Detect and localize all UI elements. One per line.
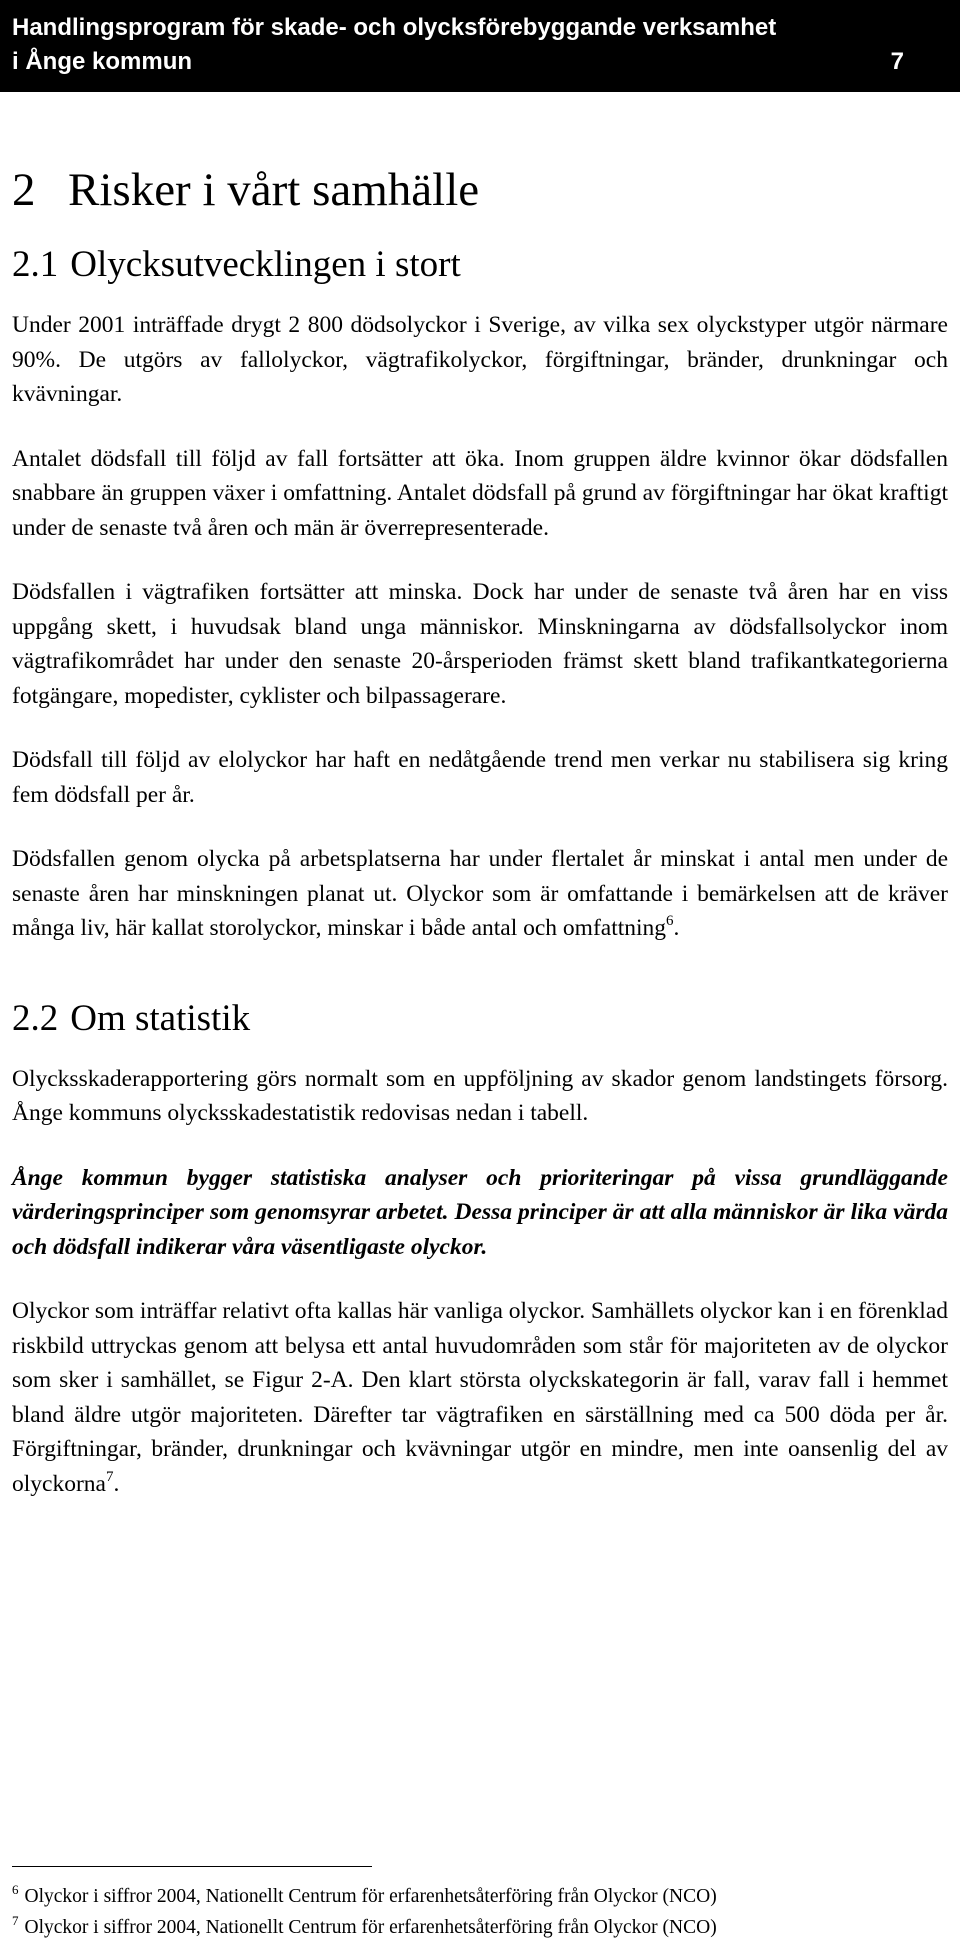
paragraph: Dödsfallen i vägtrafiken fortsätter att minska. Dock har under de senaste två åren har en viss uppgång skett, i huvudsak bland unga människor. Minskningarna av dödsfallsolyckor inom vägtrafikområdet har under den senaste 20-årsperioden främst skett bland trafikantkategorierna fotgängare, mopedister, cyklister och bilpassagerare. — [12, 579, 948, 709]
emphasis-paragraph: Ånge kommun bygger statistiska analyser och prioriteringar på vissa grundläggande värderingsprinciper som genomsyrar arbetet. Dessa principer är att alla människor är lika värda och dödsfall indikerar våra väsentligaste olyckor. — [12, 1164, 948, 1260]
paragraph — [12, 1294, 948, 1501]
paragraph-end: . — [113, 1470, 120, 1497]
page-body — [12, 150, 948, 1531]
section-number: 2.2 — [12, 997, 59, 1039]
paragraph: Olycksskaderapportering görs normalt som en uppföljning av skador genom landstingets försorg. Ånge kommuns olycksskadestatistik redovisas nedan i tabell. — [12, 1065, 948, 1126]
section-title: Olycksutvecklingen i stort — [70, 244, 461, 285]
header-municipality: i Ånge kommun — [12, 48, 193, 75]
paragraph — [12, 842, 948, 946]
footnote-text: Olyckor i siffror 2004, Nationellt Centrum för erfarenhetsåterföring från Olyckor (NCO) — [24, 1886, 717, 1907]
paragraph-text: Dödsfallen genom olycka på arbetsplatserna har under flertalet år minskat i antal men under de senaste åren har minskningen planat ut. Olyckor som är omfattande i bemärkelsen att de kräver många liv, här kallat storolyckor, minskar i både antal och omfattning — [12, 846, 948, 941]
section-title: Om statistik — [70, 997, 251, 1039]
chapter-number: 2 — [12, 164, 36, 216]
header-title-line2 — [12, 45, 948, 79]
section-number: 2.1 — [12, 244, 59, 285]
paragraph: Antalet dödsfall till följd av fall fortsätter att öka. Inom gruppen äldre kvinnor ökar dödsfallen snabbare än gruppen växer i omfattning. Antalet dödsfall på grund av förgiftningar har ökat kraftigt under de senaste två åren och män är överrepresenterade. — [12, 445, 948, 541]
section-heading-2-1 — [12, 240, 948, 290]
footnote-number: 6 — [12, 1882, 19, 1897]
footnote-ref: 6 — [666, 913, 674, 929]
paragraph: Dödsfall till följd av elolyckor har haft en nedåtgående trend men verkar nu stabilisera sig kring fem dödsfall per år. — [12, 747, 948, 808]
footnote-text: Olyckor i siffror 2004, Nationellt Centrum för erfarenhetsåterföring från Olyckor (NCO) — [24, 1917, 717, 1938]
footnote-ref: 7 — [105, 1468, 114, 1485]
footnote-divider — [12, 1866, 372, 1867]
footnote — [12, 1912, 948, 1943]
footnotes — [12, 1866, 948, 1943]
header-title-line1: Handlingsprogram för skade- och olycksförebyggande verksamhet — [12, 14, 777, 41]
footnote-number: 7 — [12, 1913, 19, 1928]
page-header — [0, 0, 960, 92]
section-heading-2-2 — [12, 994, 948, 1044]
page-number: 7 — [890, 48, 904, 75]
paragraph-text: Olyckor som inträffar relativt ofta kallas här vanliga olyckor. Samhällets olyckor kan i en förenklad riskbild uttryckas genom att belysa ett antal huvudområden som står för majoriteten av de olyckor som sker i samhället, se Figur 2-A. Den klart största olyckskategorin är fall, varav fall i hemmet bland äldre utgör majoriteten. Därefter tar vägtrafiken en särställning med ca 500 döda per år. Förgiftningar, bränder, drunkningar och kvävningar utgör en mindre, men inte oansenlig del av olyckorna — [12, 1298, 949, 1497]
paragraph: Under 2001 inträffade drygt 2 800 dödsolyckor i Sverige, av vilka sex olyckstyper utgör närmare 90%. De utgörs av fallolyckor, vägtrafikolyckor, förgiftningar, bränder, drunkningar och kvävningar. — [12, 312, 948, 407]
chapter-heading — [12, 160, 948, 240]
chapter-title: Risker i vårt samhälle — [68, 164, 480, 216]
footnote — [12, 1881, 948, 1912]
paragraph-end: . — [673, 915, 680, 941]
